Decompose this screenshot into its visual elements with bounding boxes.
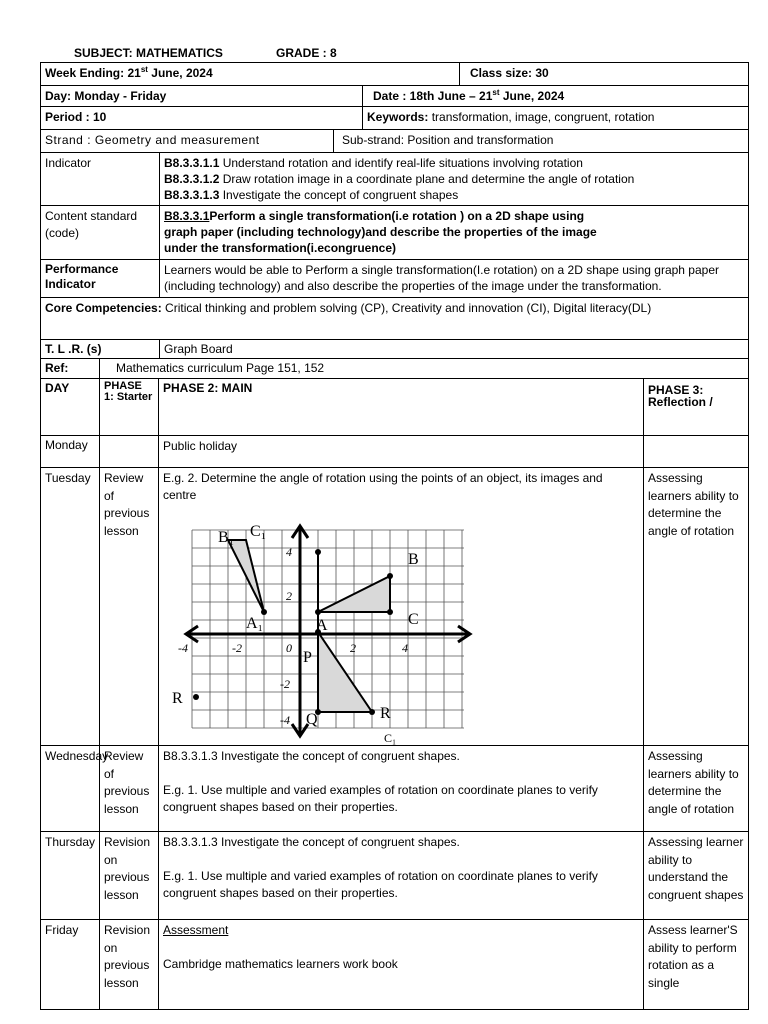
friday-reflection: Assess learner'S ability to perform rotation as a single [643,919,749,1010]
point-a [315,609,321,615]
point-r [369,709,375,715]
tick-x2: 2 [350,641,356,655]
label-c1: C₁ [250,523,267,540]
tick-x-neg4: -4 [178,641,188,655]
tick-x4: 4 [402,641,408,655]
monday-starter [99,435,159,468]
label-p: P [303,649,312,666]
day-range: Day: Monday - Friday [40,85,363,107]
date-range: Date : 18th June – 21st June, 2024 [362,85,749,107]
tuesday-reflection: Assessing learners ability to determine the angle of rotation [643,467,749,746]
tlr-value: Graph Board [159,339,749,359]
keywords: Keywords: transformation, image, congruent, rotation [362,106,749,130]
indicator-item: B8.3.3.1.2 Draw rotation image in a coordinate plane and determine the angle of rotation [164,172,635,186]
wednesday-day: Wednesday [40,745,100,832]
monday-main: Public holiday [158,435,644,468]
label-r: R [380,705,391,722]
performance-indicator: Learners would be able to Perform a single transformation(I.e rotation) on a 2D shape using graph paper (including technology) and also describe the properties of the image under the transformation. [159,259,749,298]
subject-label: SUBJECT: MATHEMATICS [74,46,223,60]
performance-label: Performance Indicator [40,259,160,298]
content-standard-label: Content standard (code) [40,205,160,260]
label-a1: A₁ [246,615,264,632]
tick-y-neg4: -4 [280,713,290,727]
thursday-main: B8.3.3.1.3 Investigate the concept of congruent shapes. E.g. 1. Use multiple and varied examples of rotation on coordinate planes to verify congruent shapes based on their properties. [158,831,644,920]
label-r-left: R [172,690,183,707]
grade-label: GRADE : 8 [276,46,337,60]
point-b [387,573,393,579]
label-b1: B₁ [218,529,235,546]
week-ending: Week Ending: 21st June, 2024 [40,62,460,86]
thursday-day: Thursday [40,831,100,920]
tick-origin: 0 [286,641,292,655]
indicator-item: B8.3.3.1.1 Understand rotation and identify real-life situations involving rotation [164,156,583,170]
document-header [0,46,768,62]
content-standard: B8.3.3.1Perform a single transformation(i.e rotation ) on a 2D shape using graph paper (including technology)and describe the properties of the image under the transformation(i.econgruence) [159,205,749,260]
rotation-graph [172,522,472,745]
thursday-starter: Revision on previous lesson [99,831,159,920]
label-c: C [408,611,419,628]
indicator-item: B8.3.3.1.3 Investigate the concept of congruent shapes [164,188,459,202]
friday-main: Assessment Cambridge mathematics learners work book [158,919,644,1010]
monday-reflection [643,435,749,468]
label-q: Q [306,711,318,728]
tlr-label: T. L .R. (s) [40,339,160,359]
tick-x-neg2: -2 [232,641,242,655]
col-phase1: PHASE 1: Starter [99,378,159,436]
monday-day: Monday [40,435,100,468]
point-c [387,609,393,615]
label-c1-bottom: C₁ [384,731,397,745]
tick-y-neg2: -2 [280,677,290,691]
friday-day: Friday [40,919,100,1010]
wednesday-reflection: Assessing learners ability to determine the angle of rotation [643,745,749,832]
point-r-left [193,694,199,700]
triangle-pqr [318,632,372,712]
tuesday-example: E.g. 2. Determine the angle of rotation using the points of an object, its images and centre [163,471,603,502]
indicator-label: Indicator [40,152,160,206]
point-top [315,549,321,555]
wednesday-main: B8.3.3.1.3 Investigate the concept of congruent shapes. E.g. 1. Use multiple and varied examples of rotation on coordinate planes to verify congruent shapes based on their properties. [158,745,644,832]
wednesday-starter: Review of previous lesson [99,745,159,832]
core-competencies: Core Competencies: Critical thinking and problem solving (CP), Creativity and innovation (CI), Digital literacy(DL) [40,297,749,340]
indicator-list [159,152,749,206]
tick-y4: 4 [286,545,292,559]
thursday-reflection: Assessing learner ability to understand the congruent shapes [643,831,749,920]
friday-starter: Revision on previous lesson [99,919,159,1010]
tuesday-starter: Review of previous lesson [99,467,159,746]
label-b: B [408,551,419,568]
col-day: DAY [40,378,100,436]
ref-label: Ref: [40,358,100,379]
label-a: A [316,617,328,634]
period: Period : 10 [40,106,363,130]
col-phase3: PHASE 3: Reflection / [643,378,749,436]
tick-y2: 2 [286,589,292,603]
strand: Strand : Geometry and measurement [40,129,334,153]
sub-strand: Sub-strand: Position and transformation [333,129,749,153]
ref-value: Mathematics curriculum Page 151, 152 [99,358,749,379]
col-phase2: PHASE 2: MAIN [158,378,644,436]
tuesday-day: Tuesday [40,467,100,746]
class-size: Class size: 30 [459,62,749,86]
